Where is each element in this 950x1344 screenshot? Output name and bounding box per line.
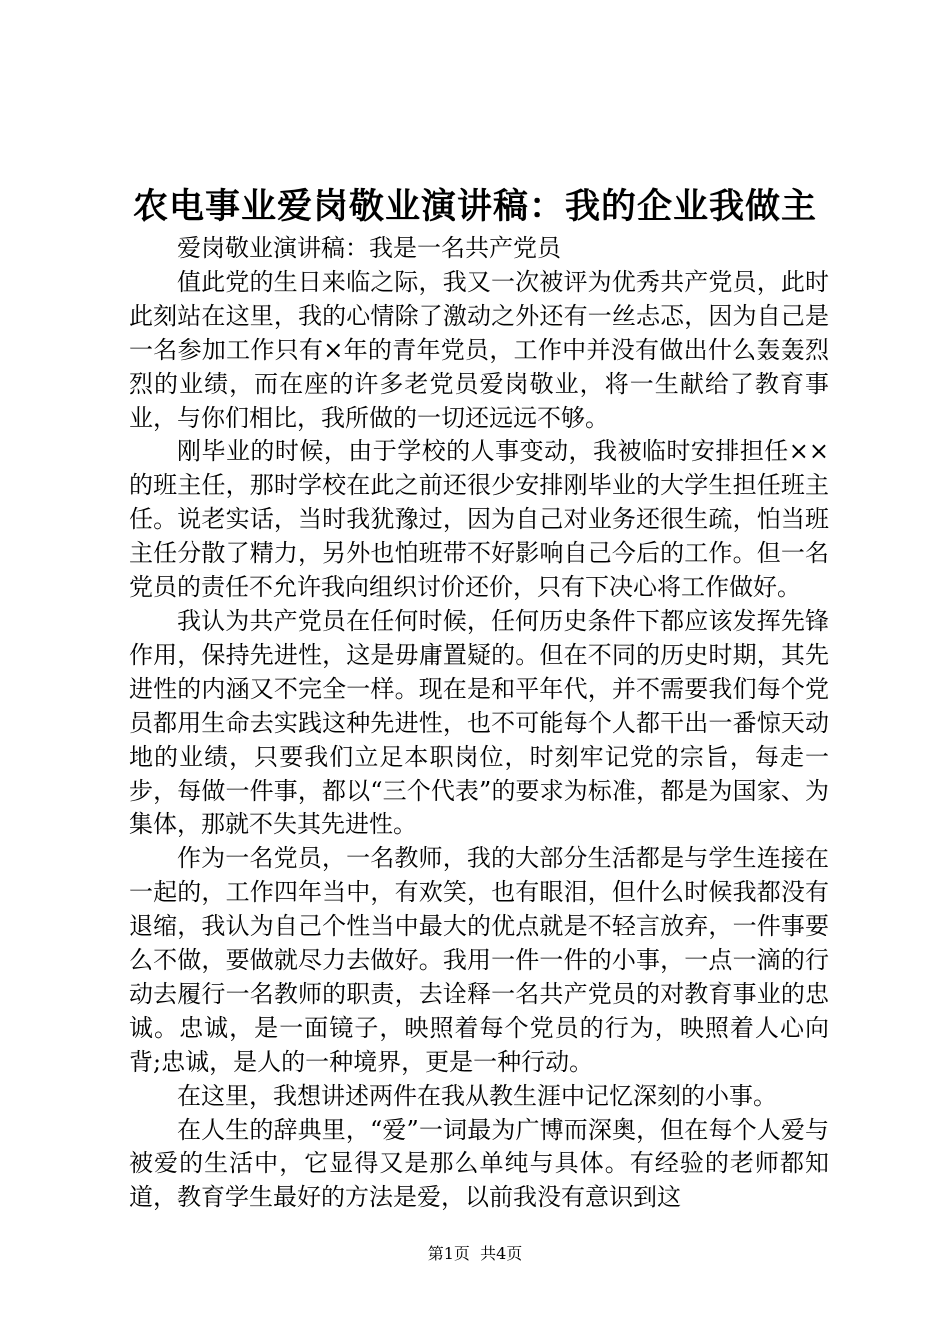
paragraph: 值此党的生日来临之际，我又一次被评为优秀共产党员，此时此刻站在这里，我的心情除了激动之外还有一丝忐忑，因为自己是一名参加工作只有×年的青年党员，工作中并没有做出什么轰轰烈烈的业绩，而在座的许多老党员爱岗敬业，将一生献给了教育事业，与你们相比，我所做的一切还远远不够。 (129, 267, 829, 432)
paragraph: 我认为共产党员在任何时候，任何历史条件下都应该发挥先锋作用，保持先进性，这是毋庸置疑的。但在不同的历史时期，其先进性的内涵又不完全一样。现在是和平年代，并不需要我们每个党员都用生命去实践这种先进性，也不可能每个人都干出一番惊天动地的业绩，只要我们立足本职岗位，时刻牢记党的宗旨，每走一步，每做一件事，都以“三个代表”的要求为标准，都是为国家、为集体，那就不失其先进性。 (129, 606, 829, 839)
paragraph: 爱岗敬业演讲稿：我是一名共产党员 (177, 234, 561, 262)
paragraph: 在这里，我想讲述两件在我从教生涯中记忆深刻的小事。 (177, 1081, 777, 1110)
page-footer (0, 1243, 950, 1265)
paragraph: 刚毕业的时候，由于学校的人事变动，我被临时安排担任××的班主任，那时学校在此之前还很少安排刚毕业的大学生担任班主任。说老实话，当时我犹豫过，因为自己对业务还很生疏，怕当班主任分散了精力，另外也怕班带不好影响自己今后的工作。但一名党员的责任不允许我向组织讨价还价，只有下决心将工作做好。 (129, 437, 829, 602)
page-total: 共4页 (480, 1244, 523, 1263)
paragraph: 作为一名党员，一名教师，我的大部分生活都是与学生连接在一起的，工作四年当中，有欢笑，也有眼泪，但什么时候我都没有退缩，我认为自己个性当中最大的优点就是不轻言放弃，一件事要么不做，要做就尽力去做好。我用一件一件的小事，一点一滴的行动去履行一名教师的职责，去诠释一名共产党员的对教育事业的忠诚。忠诚，是一面镜子，映照着每个党员的行为，映照着人心向背;忠诚，是人的一种境界，更是一种行动。 (129, 844, 829, 1076)
document-title: 农电事业爱岗敬业演讲稿：我的企业我做主 (132, 186, 817, 227)
document-body (129, 232, 829, 1215)
paragraph: 在人生的辞典里，“爱”一词最为广博而深奥，但在每个人爱与被爱的生活中，它显得又是那么单纯与具体。有经验的老师都知道，教育学生最好的方法是爱，以前我没有意识到这 (129, 1115, 829, 1212)
page-number: 第1页 (427, 1244, 470, 1263)
